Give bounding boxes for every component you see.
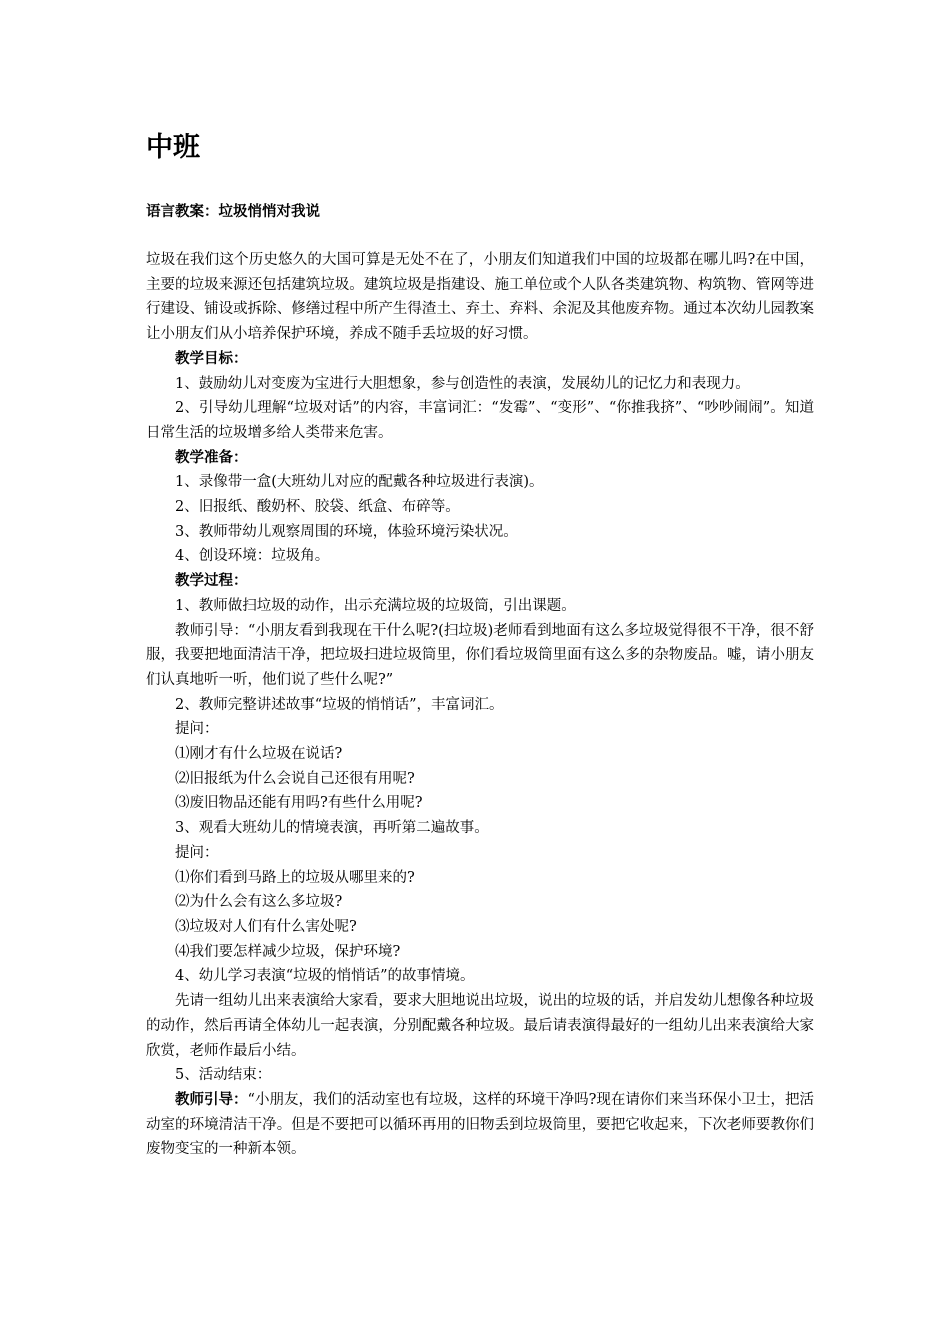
- guide-label: 教师引导：: [175, 1091, 248, 1108]
- question-item: ⑵旧报纸为什么会说自己还很有用呢?: [175, 770, 415, 787]
- goal-item: 1、鼓励幼儿对变废为宝进行大胆想象，参与创造性的表演，发展幼儿的记忆力和表现力。: [175, 375, 750, 392]
- goals-heading: 教学目标：: [175, 350, 248, 367]
- process-step-2: 2、教师完整讲述故事“垃圾的悄悄话”，丰富词汇。: [175, 696, 504, 713]
- question-item: ⑴刚才有什么垃圾在说话?: [175, 746, 343, 763]
- questions-label: 提问：: [175, 721, 219, 738]
- process-step-4: 4、幼儿学习表演“垃圾的悄悄话”的故事情境。: [175, 968, 475, 985]
- intro-paragraph: 垃圾在我们这个历史悠久的大国可算是无处不在了，小朋友们知道我们中国的垃圾都在哪儿吗?在中国，主要的垃圾来源还包括建筑垃圾。建筑垃圾是指建设、施工单位或个人队各类建筑物、构筑物、管网等进行建设、铺设或拆除、修缮过程中所产生得渣土、弃土、弃料、余泥及其他废弃物。通过本次幼儿园教案让小朋友们从小培养保护环境，养成不随手丢垃圾的好习惯。: [146, 252, 814, 343]
- process-step-1: 1、教师做扫垃圾的动作，出示充满垃圾的垃圾筒，引出课题。: [175, 597, 576, 614]
- question-item: ⑶废旧物品还能有用吗?有些什么用呢?: [175, 795, 423, 812]
- prep-item: 2、旧报纸、酸奶杯、胶袋、纸盒、布碎等。: [175, 499, 460, 516]
- question-item: ⑵为什么会有这么多垃圾?: [175, 894, 343, 911]
- question-item: ⑷我们要怎样减少垃圾，保护环境?: [175, 943, 401, 960]
- process-step-4-desc: 先请一组幼儿出来表演给大家看，要求大胆地说出垃圾，说出的垃圾的话，并启发幼儿想像各种垃圾的动作，然后再请全体幼儿一起表演，分别配戴各种垃圾。最后请表演得最好的一组幼儿出来表演给大家欣赏，老师作最后小结。: [146, 993, 814, 1059]
- question-item: ⑶垃圾对人们有什么害处呢?: [175, 918, 357, 935]
- process-step-1-guide: 教师引导：“小朋友看到我现在干什么呢?(扫垃圾)老师看到地面有这么多垃圾觉得很不干净，很不舒服，我要把地面清洁干净，把垃圾扫进垃圾筒里，你们看垃圾筒里面有这么多的杂物废品。嘘，请小朋友们认真地听一听，他们说了些什么呢?”: [146, 622, 814, 688]
- process-step-5-guide: [146, 1088, 814, 1162]
- document-title: 中班: [146, 132, 200, 163]
- process-heading: 教学过程：: [175, 573, 248, 590]
- document-subtitle: 语言教案：垃圾悄悄对我说: [146, 204, 320, 220]
- goal-item: 2、引导幼儿理解“垃圾对话”的内容，丰富词汇：“发霉”、“变形”、“你推我挤”、“吵吵闹闹”。知道日常生活的垃圾增多给人类带来危害。: [146, 400, 814, 441]
- question-item: ⑴你们看到马路上的垃圾从哪里来的?: [175, 869, 415, 886]
- prep-heading: 教学准备：: [175, 449, 248, 466]
- document-body: [146, 248, 814, 1162]
- guide-text: “小朋友，我们的活动室也有垃圾，这样的环境干净吗?现在请你们来当环保小卫士，把活动室的环境清洁干净。但是不要把可以循环再用的旧物丢到垃圾筒里，要把它收起来，下次老师要教你们废物变宝的一种新本领。: [146, 1091, 815, 1158]
- prep-item: 1、录像带一盒(大班幼儿对应的配戴各种垃圾进行表演)。: [175, 474, 544, 491]
- process-step-5: 5、活动结束：: [175, 1067, 272, 1084]
- document-page: [146, 128, 814, 1162]
- questions-label: 提问：: [175, 844, 219, 861]
- process-step-3: 3、观看大班幼儿的情境表演，再听第二遍故事。: [175, 820, 489, 837]
- prep-item: 3、教师带幼儿观察周围的环境，体验环境污染状况。: [175, 523, 518, 540]
- prep-item: 4、创设环境：垃圾角。: [175, 548, 330, 565]
